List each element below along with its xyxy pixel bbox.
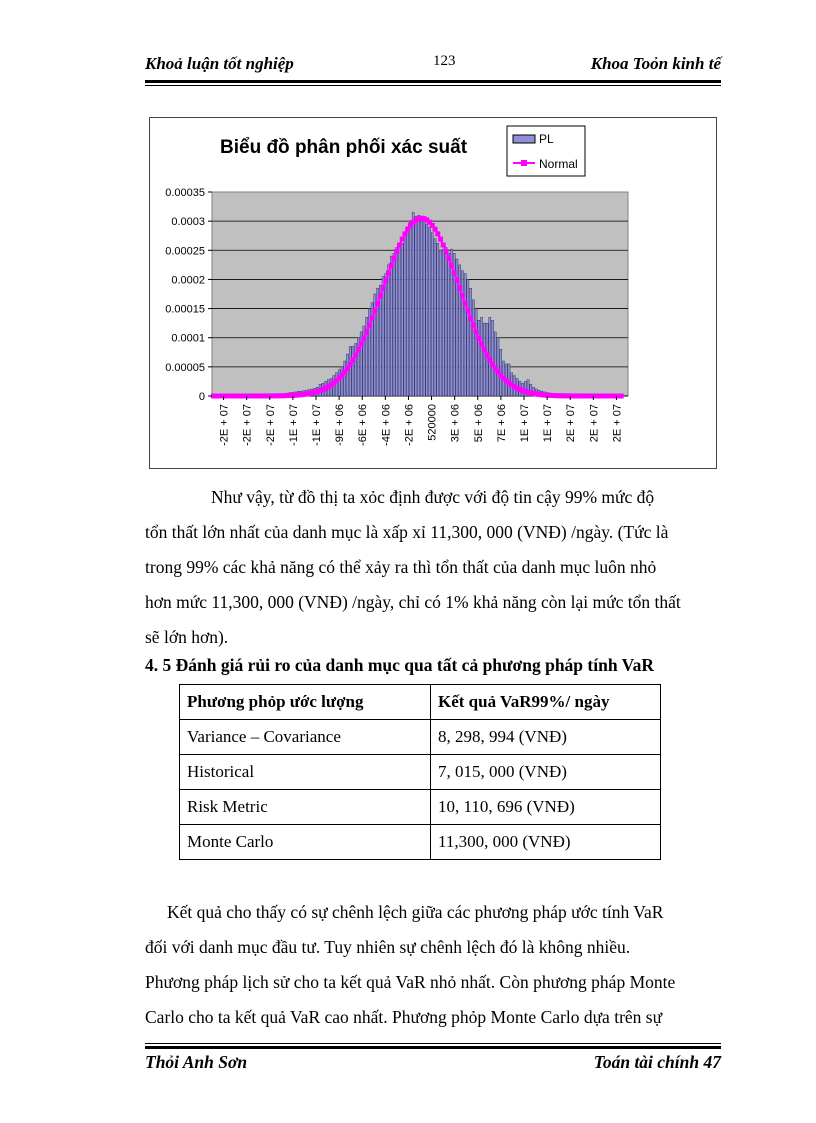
normal-marker: [364, 329, 369, 334]
header-rule-thick: [145, 80, 721, 83]
x-tick-label: -1E + 07: [287, 404, 300, 446]
table-row: [180, 720, 661, 755]
x-tick-label: -9E + 06: [334, 404, 347, 446]
normal-marker: [474, 329, 479, 334]
normal-marker: [482, 347, 487, 352]
header-rule-thin: [145, 85, 721, 86]
footer-rule-thin: [145, 1043, 721, 1044]
chart-title: Biểu đồ phân phối xác suất: [220, 137, 468, 158]
page-footer: [145, 1050, 721, 1080]
y-tick-label: 0.0001: [171, 332, 205, 345]
x-tick-label: 7E + 06: [495, 404, 508, 443]
pl-bar: [445, 247, 447, 396]
header-page-number: 123: [433, 53, 456, 69]
normal-marker: [359, 342, 364, 347]
pl-bar: [431, 233, 433, 396]
normal-marker: [471, 323, 476, 328]
normal-marker: [487, 357, 492, 362]
legend-normal-marker: [521, 160, 527, 166]
pl-bar: [434, 239, 436, 396]
paragraph-comparison: [145, 895, 721, 1035]
normal-marker: [468, 316, 473, 321]
normal-marker: [402, 231, 407, 236]
plot-area: [212, 192, 628, 396]
x-tick-label: 2E + 07: [588, 404, 601, 443]
paragraph-line: sẽ lớn hơn).: [145, 627, 229, 647]
footer-rule-thick: [145, 1046, 721, 1049]
chart-legend: [507, 126, 585, 176]
distribution-chart: [149, 117, 717, 469]
pl-bar: [404, 236, 406, 396]
x-tick-label: 3E + 06: [449, 404, 462, 443]
normal-marker: [389, 263, 394, 268]
pl-bar: [420, 221, 422, 396]
cell-result: 7, 015, 000 (VNĐ): [431, 755, 661, 790]
pl-bar: [426, 224, 428, 396]
pl-bar: [396, 247, 398, 396]
x-axis-ticks: [219, 396, 624, 446]
paragraph-line: Carlo cho ta kết quả VaR cao nhất. Phương phỏp Monte Carlo dựa trên sự: [145, 1007, 663, 1027]
y-tick-label: 0.00025: [165, 245, 205, 258]
cell-method: Risk Metric: [180, 790, 431, 825]
normal-marker: [367, 323, 372, 328]
normal-marker: [479, 342, 484, 347]
normal-marker: [460, 293, 465, 298]
chart-svg: [150, 118, 716, 468]
normal-marker: [356, 347, 361, 352]
paragraph-line: Phương pháp lịch sử cho ta kết quả VaR nhỏ nhất. Còn phương pháp Monte: [145, 972, 676, 992]
y-tick-label: 0: [198, 391, 205, 403]
normal-marker: [378, 293, 383, 298]
x-tick-label: -6E + 06: [357, 404, 370, 446]
pl-bar: [442, 249, 444, 396]
normal-marker: [438, 237, 443, 242]
normal-marker: [435, 231, 440, 236]
normal-marker: [372, 308, 377, 313]
x-tick-label: 1E + 07: [519, 404, 531, 443]
cell-result: 8, 298, 994 (VNĐ): [431, 720, 661, 755]
legend-normal-label: Normal: [539, 157, 578, 171]
x-tick-label: -2E + 07: [264, 404, 277, 446]
cell-method: Variance – Covariance: [180, 720, 431, 755]
pl-bar: [423, 218, 425, 396]
x-tick-label: 5E + 06: [472, 404, 485, 443]
header-method: Phương phỏp ước lượng: [180, 685, 431, 720]
x-tick-label: -4E + 06: [380, 404, 393, 446]
pl-bar: [385, 274, 387, 396]
normal-marker: [348, 362, 353, 367]
pl-bar: [448, 253, 450, 396]
section-heading: 4. 5 Đánh giá rủi ro của danh mục qua tất cả phương pháp tính VaR: [145, 655, 655, 675]
pl-bar: [429, 227, 431, 396]
table-header-row: [180, 685, 661, 720]
header-result: Kết quả VaR99%/ ngày: [431, 685, 661, 720]
y-tick-label: 0.00005: [165, 361, 205, 374]
x-tick-label: -2E + 07: [218, 404, 231, 446]
y-tick-label: 0.0003: [171, 216, 205, 229]
pl-bar: [393, 253, 395, 396]
pl-bar: [439, 250, 441, 396]
cell-result: 11,300, 000 (VNĐ): [431, 825, 661, 860]
normal-marker: [465, 308, 470, 313]
pl-bar: [475, 309, 477, 396]
normal-marker: [476, 336, 481, 341]
paragraph-line: Như vậy, từ đồ thị ta xỏc định được với độ tin cậy 99% mức độ: [211, 487, 655, 507]
pl-bar: [472, 300, 474, 396]
pl-bar: [349, 346, 351, 396]
paragraph-line: hơn mức 11,300, 000 (VNĐ) /ngày, chỉ có 1% khả năng còn lại mức tổn thất: [145, 592, 681, 612]
footer-author: Thỏi Anh Sơn: [145, 1052, 248, 1072]
paragraph-line: trong 99% các khả năng có thể xảy ra thì tổn thất của danh mục luôn nhỏ: [145, 557, 657, 577]
normal-marker: [394, 249, 399, 254]
normal-marker: [375, 301, 380, 306]
footer-program: Toán tài chính 47: [593, 1052, 721, 1072]
pl-bar: [412, 212, 414, 396]
legend-pl-swatch: [513, 135, 535, 143]
header-faculty-label: Khoa Toỏn kinh tế: [590, 54, 721, 73]
pl-bar: [346, 354, 348, 396]
legend-pl-label: PL: [539, 132, 554, 146]
pl-bar: [415, 216, 417, 396]
normal-marker: [441, 243, 446, 248]
normal-marker: [370, 316, 375, 321]
normal-marker: [383, 278, 388, 283]
pl-bar: [464, 274, 466, 396]
normal-marker: [386, 270, 391, 275]
table-row: [180, 825, 661, 860]
normal-marker: [457, 286, 462, 291]
normal-marker: [361, 336, 366, 341]
header-thesis-label: Khoả luận tốt nghiệp: [145, 54, 294, 73]
normal-marker: [449, 263, 454, 268]
x-tick-label: -2E + 06: [403, 404, 416, 446]
pl-bar: [418, 215, 420, 396]
pl-bar: [467, 279, 469, 396]
normal-marker: [353, 353, 358, 358]
pl-bar: [401, 243, 403, 396]
x-tick-label: 2E + 07: [611, 404, 624, 443]
paragraph-chart-conclusion: [145, 480, 721, 655]
normal-marker: [433, 227, 438, 232]
cell-method: Historical: [180, 755, 431, 790]
normal-marker: [381, 286, 386, 291]
var-comparison-table: [179, 684, 661, 860]
x-tick-label: 1E + 07: [542, 404, 555, 443]
normal-marker: [444, 249, 449, 254]
pl-bar: [398, 246, 400, 396]
normal-marker: [463, 301, 468, 306]
y-tick-label: 0.00015: [165, 303, 205, 316]
cell-method: Monte Carlo: [180, 825, 431, 860]
x-tick-label: -2E + 07: [241, 404, 254, 446]
normal-marker: [485, 353, 490, 358]
normal-marker: [454, 278, 459, 283]
paragraph-line: đối với danh mục đầu tư. Tuy nhiên sự chênh lệch đó là không nhiều.: [145, 937, 631, 957]
pl-bar: [409, 222, 411, 396]
normal-marker: [392, 256, 397, 261]
normal-marker: [400, 237, 405, 242]
normal-marker: [350, 357, 355, 362]
normal-marker: [619, 393, 624, 398]
paragraph-line: Kết quả cho thấy có sự chênh lệch giữa các phương pháp ước tính VaR: [167, 902, 664, 922]
y-axis-ticks: [165, 187, 212, 403]
y-tick-label: 0.0002: [171, 274, 205, 287]
cell-result: 10, 110, 696 (VNĐ): [431, 790, 661, 825]
table-row: [180, 790, 661, 825]
paragraph-line: tổn thất lớn nhất của danh mục là xấp xỉ 11,300, 000 (VNĐ) /ngày. (Tức là: [145, 522, 669, 542]
pl-bar: [481, 317, 483, 396]
normal-marker: [397, 243, 402, 248]
pl-bar: [483, 323, 485, 396]
pl-bar: [470, 288, 472, 396]
normal-marker: [446, 256, 451, 261]
x-tick-label: 2E + 07: [565, 404, 578, 443]
normal-marker: [452, 270, 457, 275]
table-row: [180, 755, 661, 790]
pl-bar: [437, 243, 439, 396]
pl-bar: [387, 265, 389, 396]
x-tick-label: 520000: [426, 404, 439, 441]
page-header: [145, 50, 721, 80]
pl-bar: [390, 256, 392, 396]
pl-bar: [407, 227, 409, 396]
x-tick-label: -1E + 07: [311, 404, 323, 446]
y-tick-label: 0.00035: [165, 187, 205, 199]
